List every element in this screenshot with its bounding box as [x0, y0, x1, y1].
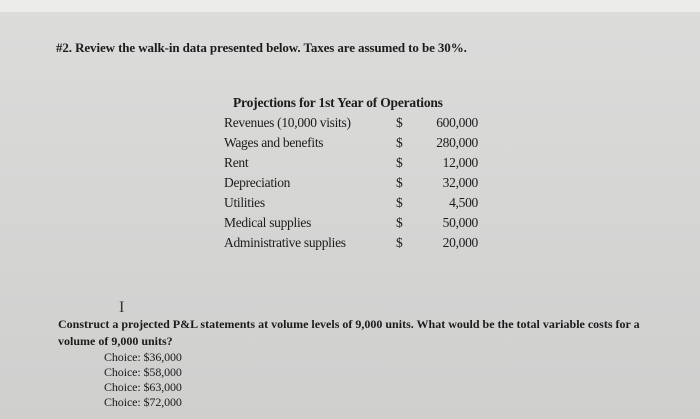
row-label: Rent — [224, 155, 249, 170]
row-currency: $ — [396, 195, 403, 210]
choice-option[interactable]: Choice: $36,000 — [104, 350, 182, 364]
choice-option[interactable]: Choice: $72,000 — [104, 395, 182, 409]
row-value: 20,000 — [442, 235, 478, 250]
row-currency: $ — [396, 235, 403, 250]
row-currency: $ — [396, 215, 403, 230]
row-currency: $ — [396, 135, 403, 150]
row-value: 50,000 — [442, 215, 478, 230]
row-label: Administrative supplies — [224, 235, 346, 250]
question-heading: #2. Review the walk-in data presented below. Taxes are assumed to be 30%. — [56, 40, 467, 55]
projection-table — [224, 115, 494, 255]
table-row — [224, 135, 494, 155]
row-value: 12,000 — [442, 155, 478, 170]
choice-option[interactable]: Choice: $58,000 — [104, 365, 182, 379]
table-row — [224, 115, 494, 135]
row-currency: $ — [396, 115, 403, 130]
row-value: 4,500 — [449, 195, 478, 210]
row-currency: $ — [396, 155, 403, 170]
projection-title: Projections for 1st Year of Operations — [233, 95, 443, 110]
row-label: Utilities — [224, 195, 265, 210]
table-row — [224, 175, 494, 195]
row-value: 280,000 — [436, 135, 478, 150]
row-label: Medical supplies — [224, 215, 312, 230]
table-row — [224, 195, 494, 215]
top-bar — [0, 0, 700, 12]
table-row — [224, 215, 494, 235]
table-row — [224, 235, 494, 255]
construct-question: Construct a projected P&L statements at volume levels of 9,000 units. What would be the total variable costs for a volume of 9,000 units? — [58, 317, 640, 348]
choice-list — [104, 350, 182, 410]
row-label: Revenues (10,000 visits) — [224, 115, 351, 130]
choice-option[interactable]: Choice: $63,000 — [104, 380, 182, 394]
row-value: 32,000 — [442, 175, 478, 190]
row-value: 600,000 — [436, 115, 478, 130]
text-cursor-icon: I — [119, 299, 125, 316]
row-label: Wages and benefits — [224, 135, 324, 150]
row-currency: $ — [396, 175, 403, 190]
table-row — [224, 155, 494, 175]
row-label: Depreciation — [224, 175, 291, 190]
